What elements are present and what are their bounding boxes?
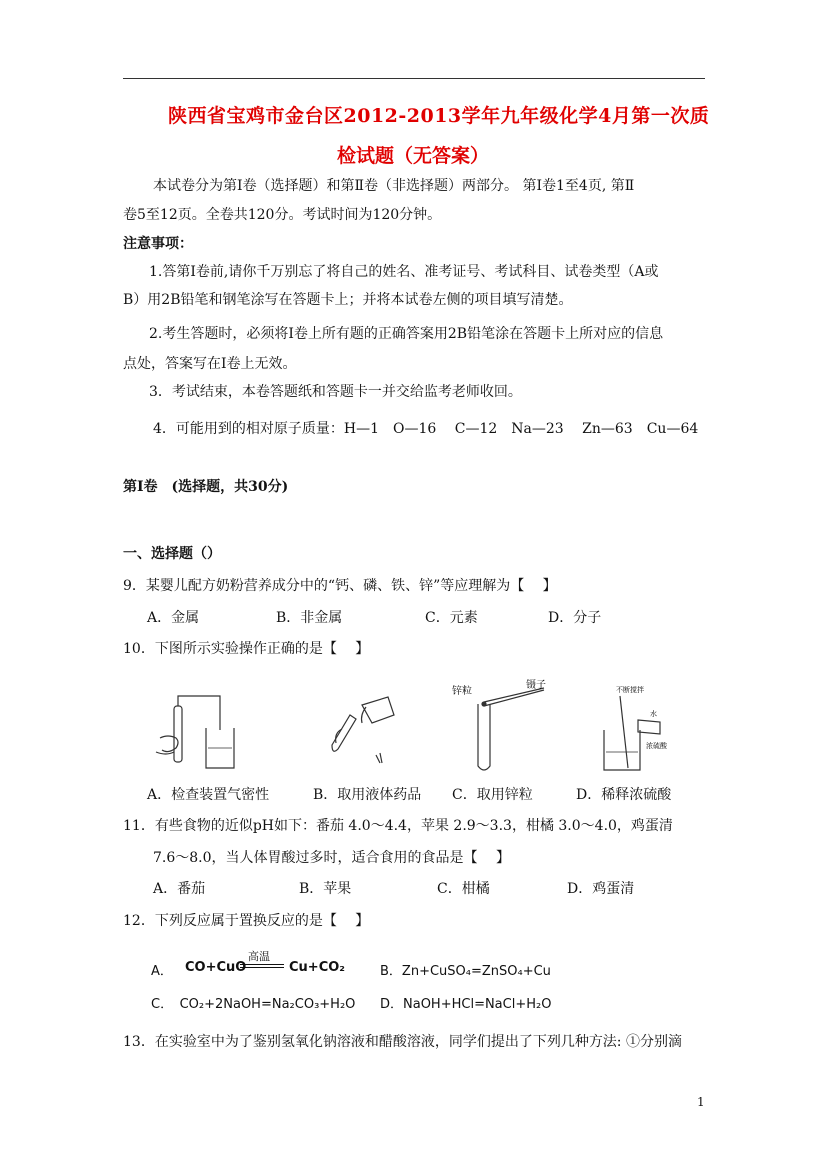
q9-stem: 9．某婴儿配方奶粉营养成分中的“钙、磷、铁、锌”等应理解为【 】: [123, 578, 557, 594]
q11-option-b: B．苹果: [299, 881, 352, 897]
figure-airtightness-check: [150, 690, 240, 775]
figure-diluting-acid: [590, 682, 680, 777]
figure-label-zinc: 锌粒: [452, 686, 472, 697]
figure-label-acid: 浓硫酸: [646, 742, 667, 750]
exam-title-line1: 陕西省宝鸡市金台区2012-2013学年九年级化学4月第一次质: [168, 105, 710, 127]
q12-option-a-left: CO+CuO: [185, 960, 247, 975]
notice-item2-line2: 点处，答案写在Ⅰ卷上无效。: [123, 356, 297, 372]
q9-option-c: C．元素: [425, 610, 478, 626]
figure-label-water: 水: [650, 710, 657, 718]
figure-pouring-liquid: [322, 685, 402, 775]
figure-label-tweezers: 镊子: [526, 680, 546, 691]
q12-option-d: D．NaOH+HCl=NaCl+H₂O: [380, 997, 552, 1012]
q10-option-a: A．检查装置气密性: [147, 787, 270, 803]
q12-option-a-condition: 高温: [248, 950, 270, 963]
q12-option-c: C． CO₂+2NaOH=Na₂CO₃+H₂O: [151, 997, 356, 1012]
q9-option-d: D．分子: [548, 610, 602, 626]
q11-option-a: A．番茄: [153, 881, 206, 897]
exam-title-line2: 检试题（无答案）: [337, 145, 490, 167]
q9-option-a: A．金属: [147, 610, 200, 626]
q11-option-c: C．柑橘: [437, 881, 490, 897]
q9-option-b: B．非金属: [276, 610, 343, 626]
intro-line2: 卷5至12页。全卷共120分。考试时间为120分钟。: [123, 207, 442, 223]
notice-item1-line2: B）用2B铅笔和钢笔涂写在答题卡上；并将本试卷左侧的项目填写清楚。: [123, 292, 573, 308]
q11-line1: 11．有些食物的近似pH如下：番茄 4.0～4.4，苹果 2.9～3.3，柑橘 3.0～4.0，鸡蛋清: [123, 818, 673, 834]
intro-line1: 本试卷分为第Ⅰ卷（选择题）和第Ⅱ卷（非选择题）两部分。 第Ⅰ卷1至4页, 第Ⅱ: [153, 178, 635, 194]
q10-stem: 10．下图所示实验操作正确的是【 】: [123, 641, 370, 657]
q12-stem: 12．下列反应属于置换反应的是【 】: [123, 913, 370, 929]
q12-option-a-right: Cu+CO₂: [289, 960, 345, 975]
figure-label-stir: 不断搅拌: [616, 686, 644, 694]
figure-taking-zinc: [450, 678, 560, 778]
notice-item1-line1: 1.答第Ⅰ卷前,请你千万别忘了将自己的姓名、准考证号、考试科目、试卷类型（A或: [149, 264, 659, 280]
q11-option-d: D．鸡蛋清: [567, 881, 635, 897]
page-number: 1: [697, 1095, 705, 1109]
part-one-title: 一、选择题（）: [123, 546, 221, 562]
notice-heading: 注意事项：: [123, 236, 193, 252]
header-rule: [123, 78, 705, 79]
q12-option-a-arrow: [240, 964, 284, 968]
q12-option-b: B．Zn+CuSO₄=ZnSO₄+Cu: [380, 964, 551, 979]
q10-option-c: C．取用锌粒: [452, 787, 533, 803]
q11-line2: 7.6～8.0，当人体胃酸过多时，适合食用的食品是【 】: [153, 850, 510, 866]
q10-option-b: B．取用液体药品: [313, 787, 422, 803]
notice-item4: 4．可能用到的相对原子质量：H—1 O—16 C—12 Na—23 Zn—63 Cu—64: [153, 421, 699, 437]
notice-item2-line1: 2.考生答题时，必须将Ⅰ卷上所有题的正确答案用2B铅笔涂在答题卡上所对应的信息: [149, 326, 664, 342]
q12-option-a-label: A．: [151, 964, 173, 979]
q10-option-d: D．稀释浓硫酸: [576, 787, 672, 803]
section-title: 第Ⅰ卷 (选择题，共30分): [123, 479, 289, 495]
q13-line1: 13．在实验室中为了鉴别氢氧化钠溶液和醋酸溶液，同学们提出了下列几种方法: ①分别滴: [123, 1034, 682, 1050]
notice-item3: 3．考试结束，本卷答题纸和答题卡一并交给监考老师收回。: [149, 384, 522, 400]
